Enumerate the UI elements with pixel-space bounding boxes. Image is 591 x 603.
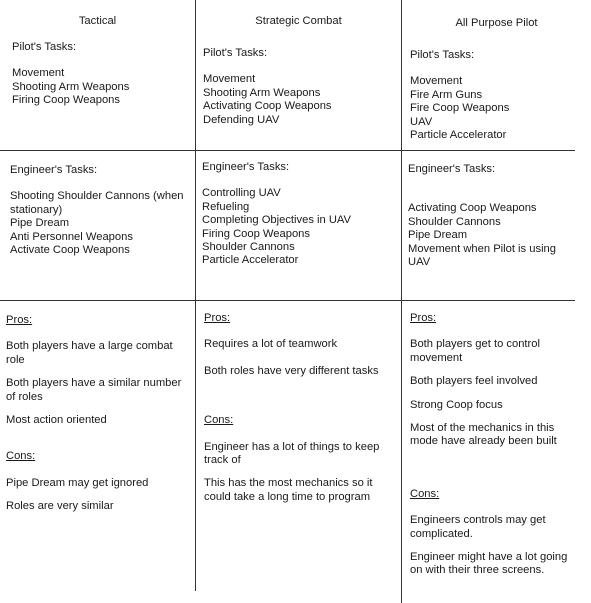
pro-item: Both players get to control movement — [410, 338, 540, 364]
column-divider-2 — [401, 0, 402, 603]
pro-item: Both roles have very different tasks — [204, 364, 379, 377]
pilot-task: Activating Coop Weapons — [203, 100, 332, 113]
engineer-task: Activating Coop Weapons — [408, 202, 537, 215]
strategic-pilot-section — [203, 47, 398, 127]
pilot-tasks-label: Pilot's Tasks: — [12, 41, 77, 53]
row-divider-engineer-pros — [0, 300, 575, 301]
con-item: This has the most mechanics so it could take a long time to program — [204, 477, 373, 503]
column-heading-all-purpose-pilot: All Purpose Pilot — [455, 17, 538, 29]
engineer-tasks-label: Engineer's Tasks: — [408, 163, 496, 175]
pilot-task: Fire Arm Guns — [410, 88, 483, 101]
cons-label: Cons: — [204, 414, 234, 427]
con-item: Engineers controls may get complicated. — [410, 514, 546, 540]
engineer-task: Activate Coop Weapons — [10, 244, 130, 257]
column-heading-strategic-combat: Strategic Combat — [255, 15, 342, 27]
engineer-task: Anti Personnel Weapons — [10, 230, 133, 243]
allpurpose-engineer-section — [408, 163, 578, 269]
engineer-task: Movement when Pilot is using UAV — [408, 242, 556, 269]
column-heading-tactical: Tactical — [78, 15, 117, 27]
pros-label: Pros: — [6, 314, 33, 326]
pro-item: Requires a lot of teamwork — [204, 338, 338, 351]
con-item: Roles are very similar — [6, 500, 114, 513]
pilot-task: Shooting Arm Weapons — [203, 86, 321, 99]
engineer-task: Shooting Shoulder Cannons (when stationary) — [10, 190, 184, 216]
tactical-pros-cons-section — [6, 314, 192, 514]
strategic-pros-cons-section — [204, 312, 396, 504]
pro-item: Both players have a similar number of roles — [6, 377, 182, 403]
pro-item: Both players have a large combat role — [6, 340, 173, 366]
engineer-task: Firing Coop Weapons — [202, 227, 310, 240]
strategic-engineer-section — [202, 161, 398, 268]
pilot-task: Fire Coop Weapons — [410, 102, 510, 115]
con-item: Engineer might have a lot going on with their three screens. — [410, 551, 568, 577]
pro-item: Both players feel involved — [410, 375, 538, 388]
cons-label: Cons: — [6, 450, 36, 463]
tactical-pilot-section — [12, 41, 192, 108]
engineer-task: Particle Accelerator — [202, 254, 299, 267]
engineer-tasks-label: Engineer's Tasks: — [202, 161, 290, 173]
engineer-task: Pipe Dream — [10, 217, 70, 230]
allpurpose-pros-cons-section — [410, 312, 582, 578]
pilot-tasks-label: Pilot's Tasks: — [410, 49, 475, 61]
pilot-task: Movement — [410, 75, 463, 88]
pilot-task: Shooting Arm Weapons — [12, 80, 130, 93]
pilot-task: Defending UAV — [203, 113, 280, 126]
pro-item: Most of the mechanics in this mode have already been built — [410, 422, 557, 448]
engineer-task: Controlling UAV — [202, 187, 281, 200]
engineer-task: Shoulder Cannons — [202, 241, 295, 254]
tactical-engineer-section — [10, 164, 192, 257]
engineer-task: Pipe Dream — [408, 229, 468, 242]
pilot-tasks-label: Pilot's Tasks: — [203, 47, 268, 59]
pro-item: Strong Coop focus — [410, 398, 503, 411]
con-item: Pipe Dream may get ignored — [6, 476, 149, 489]
cons-label: Cons: — [410, 487, 440, 500]
engineer-tasks-label: Engineer's Tasks: — [10, 164, 98, 176]
pilot-task: Particle Accelerator — [410, 129, 507, 142]
pilot-task: Movement — [203, 73, 256, 86]
engineer-task: Completing Objectives in UAV — [202, 214, 352, 227]
pilot-task: Firing Coop Weapons — [12, 94, 120, 107]
allpurpose-pilot-section — [410, 49, 588, 142]
engineer-task: Shoulder Cannons — [408, 215, 501, 228]
engineer-task: Refueling — [202, 200, 250, 213]
pro-item: Most action oriented — [6, 414, 107, 427]
row-divider-pilot-engineer — [0, 150, 575, 151]
pros-label: Pros: — [410, 312, 437, 324]
pilot-task: Movement — [12, 67, 65, 80]
pilot-task: UAV — [410, 115, 433, 128]
column-divider-1 — [195, 0, 196, 591]
pros-label: Pros: — [204, 312, 231, 324]
con-item: Engineer has a lot of things to keep track of — [204, 440, 380, 467]
